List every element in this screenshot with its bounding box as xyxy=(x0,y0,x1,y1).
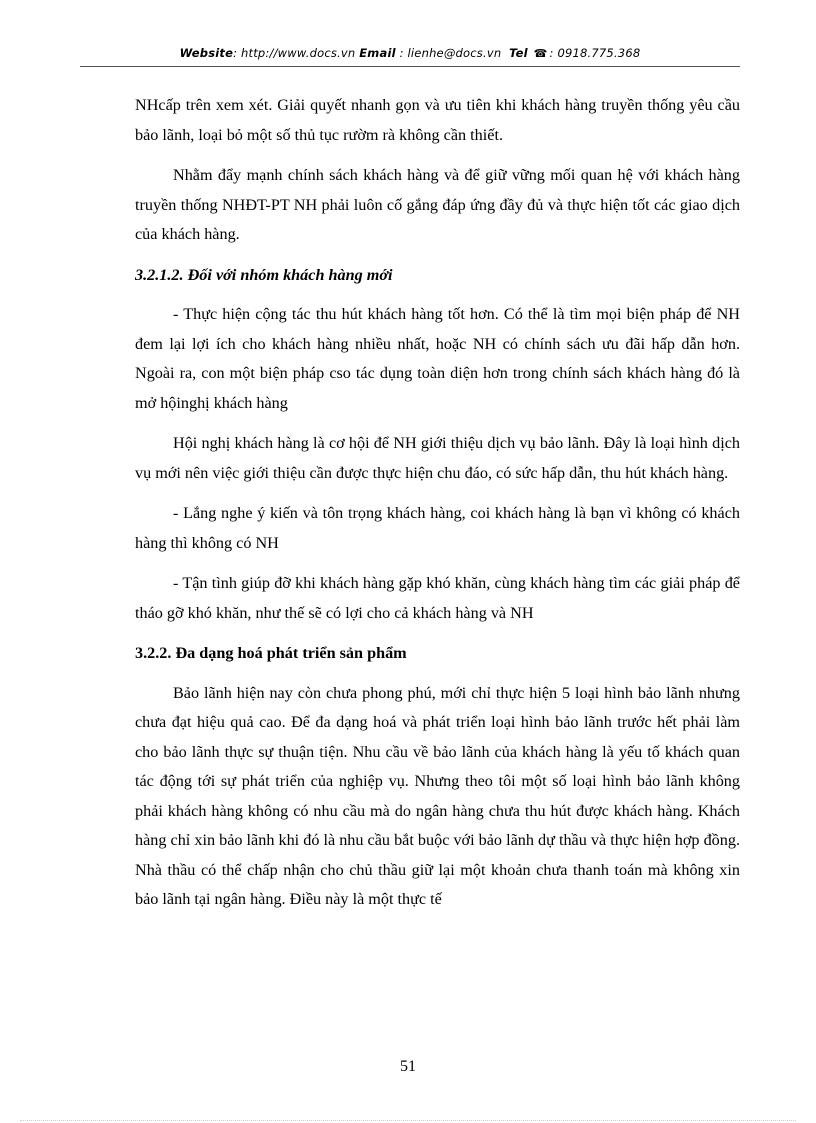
tel-value: : 0918.775.368 xyxy=(549,46,641,60)
section-heading: 3.2.2. Đa dạng hoá phát triển sản phẩm xyxy=(135,644,407,662)
section-heading: 3.2.1.2. Đối với nhóm khách hàng mới xyxy=(135,265,393,284)
tel-label: Tel xyxy=(509,46,528,60)
document-body xyxy=(135,91,740,926)
email-label: Email xyxy=(359,46,396,60)
page-number: 51 xyxy=(400,1058,416,1075)
header-divider xyxy=(80,66,740,67)
email-value[interactable]: : lienhe@docs.vn xyxy=(395,46,502,60)
paragraph: Bảo lãnh hiện nay còn chưa phong phú, mới chỉ thực hiện 5 loại hình bảo lãnh nhưng chưa đạt hiệu quả cao. Để đa dạng hoá và phát triển loại hình bảo lãnh trước hết phải làm cho bảo lãnh thực sự thuận tiện. Nhu cầu về bảo lãnh của khách hàng là yếu tố khách quan tác động tới sự phát triển của nghiệp vụ. Nhưng theo tôi một số loại hình bảo lãnh không phải khách hàng không có nhu cầu mà do ngân hàng chưa thu hút được khách hàng. Khách hàng chỉ xin bảo lãnh khi đó là nhu cầu bắt buộc với bảo lãnh dự thầu và thực hiện hợp đồng. Nhà thầu có thể chấp nhận cho chủ thầu giữ lại một khoản chưa thanh toán mà không xin bảo lãnh tại ngân hàng. Điều này là một thực tế xyxy=(135,683,740,908)
paragraph: - Lắng nghe ý kiến và tôn trọng khách hàng, coi khách hàng là bạn vì không có khách hàng thì không có NH xyxy=(135,504,740,552)
page-bottom-border xyxy=(20,1120,796,1121)
paragraph: Nhằm đẩy mạnh chính sách khách hàng và để giữ vững mối quan hệ với khách hàng truyền thống NHĐT-PT NH phải luôn cố gắng đáp ứng đầy đủ và thực hiện tốt các giao dịch của khách hàng. xyxy=(135,166,740,243)
website-label: Website xyxy=(179,46,234,60)
phone-icon: ☎ xyxy=(533,47,548,60)
paragraph: - Tận tình giúp đỡ khi khách hàng gặp khó khăn, cùng khách hàng tìm các giải pháp để tháo gỡ khó khăn, như thế sẽ có lợi cho cả khách hàng và NH xyxy=(135,574,740,622)
paragraph: NHcấp trên xem xét. Giải quyết nhanh gọn và ưu tiên khi khách hàng truyền thống yêu cầu bảo lãnh, loại bỏ một số thủ tục rườm rà không cần thiết. xyxy=(135,96,740,144)
website-value[interactable]: : http://www.docs.vn xyxy=(233,46,356,60)
page-header xyxy=(80,46,740,60)
paragraph: Hội nghị khách hàng là cơ hội để NH giới thiệu dịch vụ bảo lãnh. Đây là loại hình dịch vụ mới nên việc giới thiệu cần được thực hiện chu đáo, có sức hấp dẫn, thu hút khách hàng. xyxy=(135,434,740,482)
paragraph: - Thực hiện cộng tác thu hút khách hàng tốt hơn. Có thể là tìm mọi biện pháp để NH đem lại lợi ích cho khách hàng nhiều nhất, hoặc NH có chính sách ưu đãi hấp dẫn hơn. Ngoài ra, con một biện pháp cso tác dụng toàn diện hơn trong chính sách khách hàng đó là mở hộinghị khách hàng xyxy=(135,305,740,412)
